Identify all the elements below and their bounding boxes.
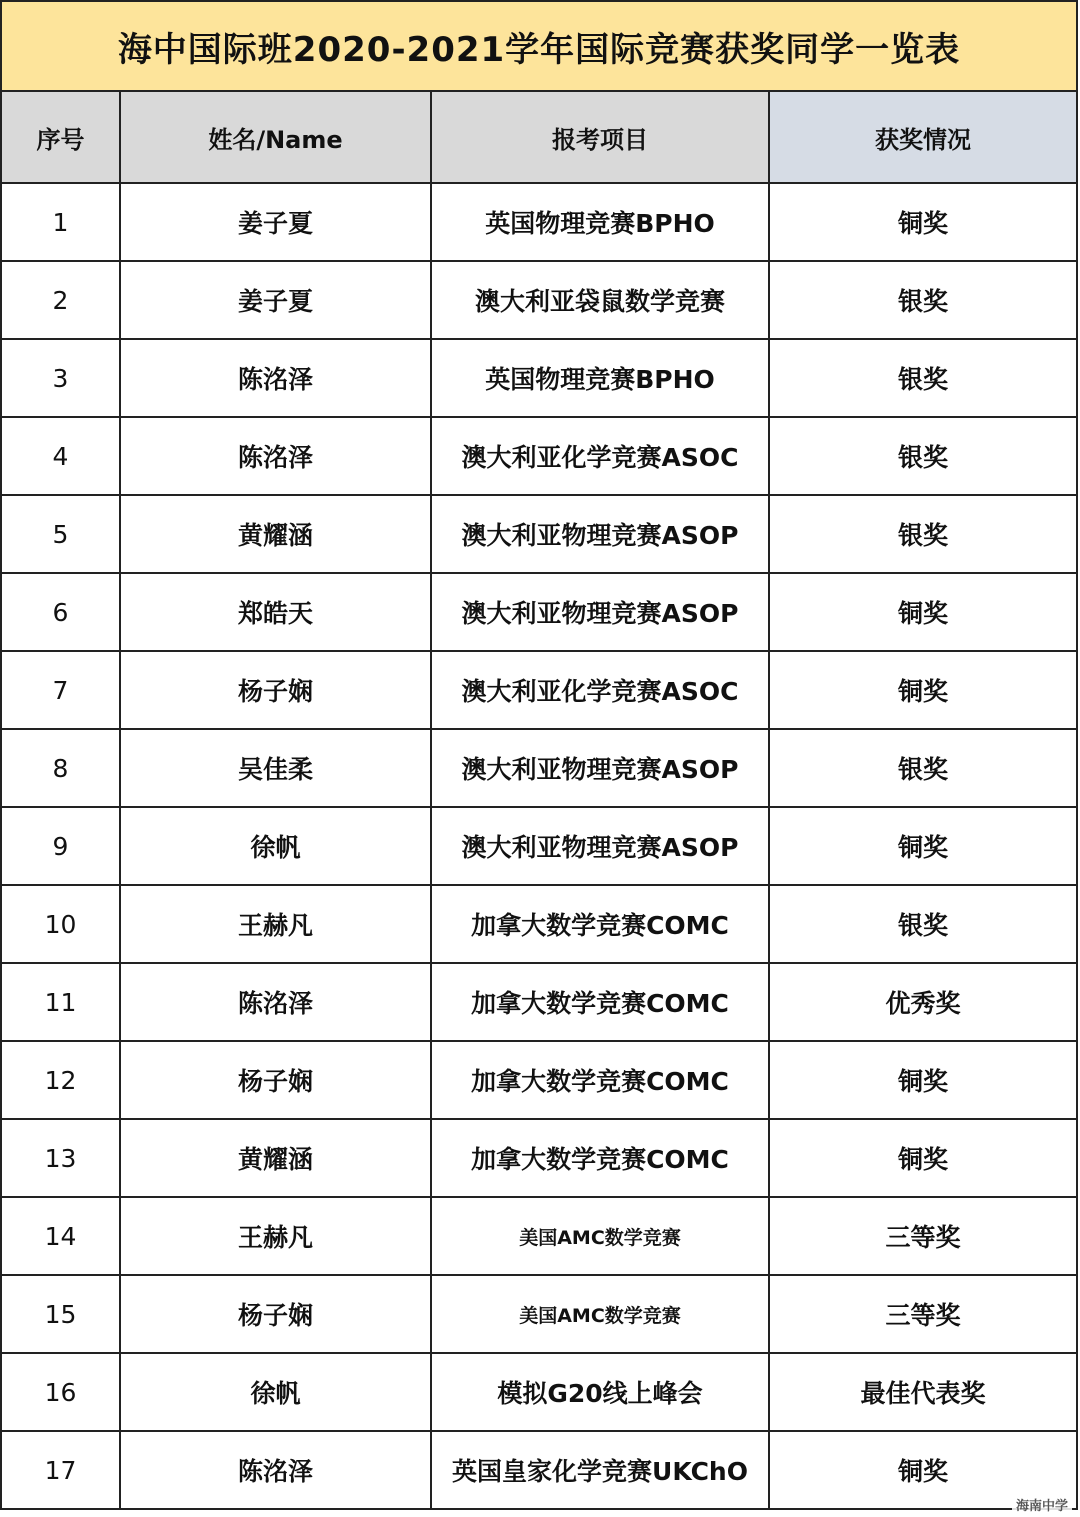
cell-name: 杨子娴 <box>120 651 431 729</box>
cell-name: 王赫凡 <box>120 885 431 963</box>
cell-name: 姜子夏 <box>120 261 431 339</box>
table-row <box>2 417 1076 495</box>
cell-name: 王赫凡 <box>120 1197 431 1275</box>
cell-award: 银奖 <box>769 261 1076 339</box>
cell-project: 澳大利亚化学竞赛ASOC <box>431 417 769 495</box>
award-table <box>2 92 1076 1510</box>
cell-award: 银奖 <box>769 495 1076 573</box>
cell-name: 陈洺泽 <box>120 1431 431 1509</box>
cell-index: 12 <box>2 1041 120 1119</box>
cell-project: 英国物理竞赛BPHO <box>431 339 769 417</box>
cell-index: 2 <box>2 261 120 339</box>
table-row <box>2 807 1076 885</box>
cell-award: 优秀奖 <box>769 963 1076 1041</box>
table-row <box>2 261 1076 339</box>
cell-name: 陈洺泽 <box>120 417 431 495</box>
cell-award: 铜奖 <box>769 183 1076 261</box>
cell-project: 澳大利亚物理竞赛ASOP <box>431 807 769 885</box>
watermark: 海南中学 <box>1012 1494 1072 1515</box>
cell-index: 3 <box>2 339 120 417</box>
cell-award: 铜奖 <box>769 1041 1076 1119</box>
table-row <box>2 1431 1076 1509</box>
page-title: 海中国际班2020-2021学年国际竞赛获奖同学一览表 <box>2 0 1076 92</box>
cell-award: 银奖 <box>769 417 1076 495</box>
cell-project: 澳大利亚袋鼠数学竞赛 <box>431 261 769 339</box>
cell-award: 银奖 <box>769 885 1076 963</box>
table-row <box>2 1275 1076 1353</box>
cell-index: 5 <box>2 495 120 573</box>
cell-name: 黄耀涵 <box>120 1119 431 1197</box>
cell-project: 英国皇家化学竞赛UKChO <box>431 1431 769 1509</box>
cell-index: 15 <box>2 1275 120 1353</box>
table-row <box>2 1197 1076 1275</box>
cell-award: 最佳代表奖 <box>769 1353 1076 1431</box>
cell-index: 4 <box>2 417 120 495</box>
header-name: 姓名/Name <box>120 92 431 183</box>
cell-name: 徐帆 <box>120 807 431 885</box>
table-header-row <box>2 92 1076 183</box>
cell-index: 11 <box>2 963 120 1041</box>
cell-project: 澳大利亚化学竞赛ASOC <box>431 651 769 729</box>
cell-project: 澳大利亚物理竞赛ASOP <box>431 573 769 651</box>
cell-project: 加拿大数学竞赛COMC <box>431 885 769 963</box>
cell-project: 英国物理竞赛BPHO <box>431 183 769 261</box>
table-row <box>2 339 1076 417</box>
cell-project: 美国AMC数学竞赛 <box>431 1275 769 1353</box>
header-project: 报考项目 <box>431 92 769 183</box>
table-row <box>2 183 1076 261</box>
cell-index: 16 <box>2 1353 120 1431</box>
cell-index: 7 <box>2 651 120 729</box>
cell-project: 加拿大数学竞赛COMC <box>431 1041 769 1119</box>
cell-award: 铜奖 <box>769 1119 1076 1197</box>
cell-index: 9 <box>2 807 120 885</box>
cell-award: 银奖 <box>769 729 1076 807</box>
table-row <box>2 651 1076 729</box>
cell-index: 17 <box>2 1431 120 1509</box>
cell-award: 铜奖 <box>769 651 1076 729</box>
cell-award: 三等奖 <box>769 1275 1076 1353</box>
cell-name: 吴佳柔 <box>120 729 431 807</box>
cell-index: 6 <box>2 573 120 651</box>
cell-award: 铜奖 <box>769 573 1076 651</box>
cell-name: 陈洺泽 <box>120 339 431 417</box>
cell-index: 8 <box>2 729 120 807</box>
cell-name: 杨子娴 <box>120 1275 431 1353</box>
cell-project: 美国AMC数学竞赛 <box>431 1197 769 1275</box>
cell-name: 杨子娴 <box>120 1041 431 1119</box>
cell-project: 澳大利亚物理竞赛ASOP <box>431 495 769 573</box>
table-row <box>2 729 1076 807</box>
cell-index: 10 <box>2 885 120 963</box>
cell-name: 陈洺泽 <box>120 963 431 1041</box>
cell-award: 铜奖 <box>769 1431 1076 1509</box>
header-index: 序号 <box>2 92 120 183</box>
table-row <box>2 1119 1076 1197</box>
table-row <box>2 495 1076 573</box>
cell-index: 13 <box>2 1119 120 1197</box>
table-row <box>2 885 1076 963</box>
cell-name: 黄耀涵 <box>120 495 431 573</box>
cell-project: 模拟G20线上峰会 <box>431 1353 769 1431</box>
cell-name: 徐帆 <box>120 1353 431 1431</box>
cell-award: 铜奖 <box>769 807 1076 885</box>
table-row <box>2 573 1076 651</box>
cell-index: 1 <box>2 183 120 261</box>
table-row <box>2 1041 1076 1119</box>
cell-index: 14 <box>2 1197 120 1275</box>
header-award: 获奖情况 <box>769 92 1076 183</box>
cell-award: 银奖 <box>769 339 1076 417</box>
table-row <box>2 1353 1076 1431</box>
table-row <box>2 963 1076 1041</box>
cell-project: 澳大利亚物理竞赛ASOP <box>431 729 769 807</box>
cell-award: 三等奖 <box>769 1197 1076 1275</box>
cell-name: 姜子夏 <box>120 183 431 261</box>
cell-project: 加拿大数学竞赛COMC <box>431 963 769 1041</box>
cell-project: 加拿大数学竞赛COMC <box>431 1119 769 1197</box>
cell-name: 郑皓天 <box>120 573 431 651</box>
